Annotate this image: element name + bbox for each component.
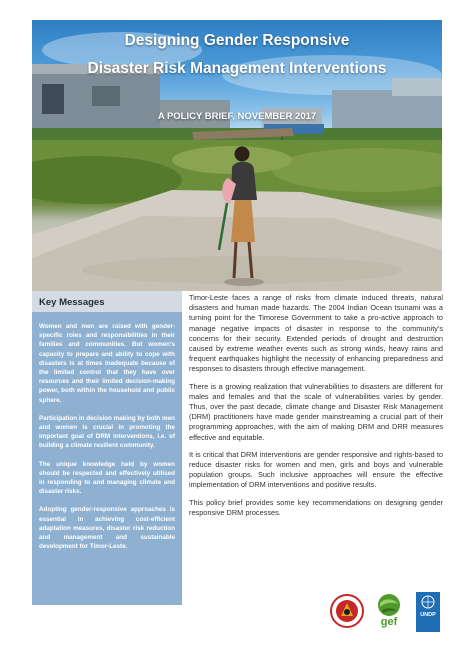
gef-logo-text: gef (380, 616, 398, 628)
partner-logos (330, 590, 448, 638)
body-paragraph: There is a growing realization that vulnerabilities to disasters are different for males and females and that the scale of vulnerabilities varies by gender. Thus, over the past decade, climate change and Disaster Risk Management (DRM) practitioners have made gender mainstreaming a crucial part of their programming approaches, with the aim of making DRM and DRR measures effective and equitable. (189, 381, 443, 442)
key-messages-box (32, 291, 182, 605)
brief-title-line-2: Disaster Risk Management Interventions (87, 60, 387, 77)
key-message-item: Adopting gender-responsive approaches is essential in achieving cost-efficient adaptation measures, disaster risk reduction and management and sustainable development for Timor-Leste. (39, 506, 175, 551)
brief-subtitle: A POLICY BRIEF, NOVEMBER 2017 (157, 111, 317, 122)
body-paragraph: It is critical that DRM interventions are gender responsive and rights-based to reduce disaster risks for women and men, girls and boys and vulnerable population groups. Such inclusive approaches will ensure the effective implementation of DRM interventions and positive results. (189, 449, 443, 490)
cover-photo (32, 20, 442, 291)
key-message-item: The unique knowledge held by women should be respected and effectively utilised in responding to and managing climate and disaster risks. (39, 460, 175, 496)
body-text-column (189, 293, 443, 525)
timor-leste-emblem-logo (330, 594, 364, 628)
body-paragraph: Timor-Leste faces a range of risks from climate induced threats, natural disasters and human made hazards. The 2004 Indian Ocean tsunami was a turning point for the Timorese Government to take a pro-active approach to manage negative impacts of disaster in response to the community's concerns for their security. Extended periods of drought and destruction caused by extreme weather events such as strong winds, heavy rains and frequent earthquakes highlight the necessity of enhancing preparedness and responses to disasters through effective management. (189, 293, 443, 374)
body-paragraph: This policy brief provides some key recommendations on designing gender responsive DRM processes. (189, 497, 443, 517)
key-message-item: Participation in decision making by both men and women is crucial in promoting the important goal of DRM interventions, i.e. of building a climate resilient community. (39, 414, 175, 450)
key-messages-list (32, 312, 182, 551)
brief-title-line-1: Designing Gender Responsive (124, 32, 350, 49)
undp-logo-text: UNDP (420, 612, 436, 618)
key-message-item: Women and men are raised with gender-specific roles and responsibilities in their families and communities. But women's capacity to prepare and ability to cope with disasters is at times inadequate because of the limited control that they have over resources and their limited decision-making power, both within the household and public sphere. (39, 323, 175, 404)
key-messages-heading: Key Messages (32, 291, 182, 312)
